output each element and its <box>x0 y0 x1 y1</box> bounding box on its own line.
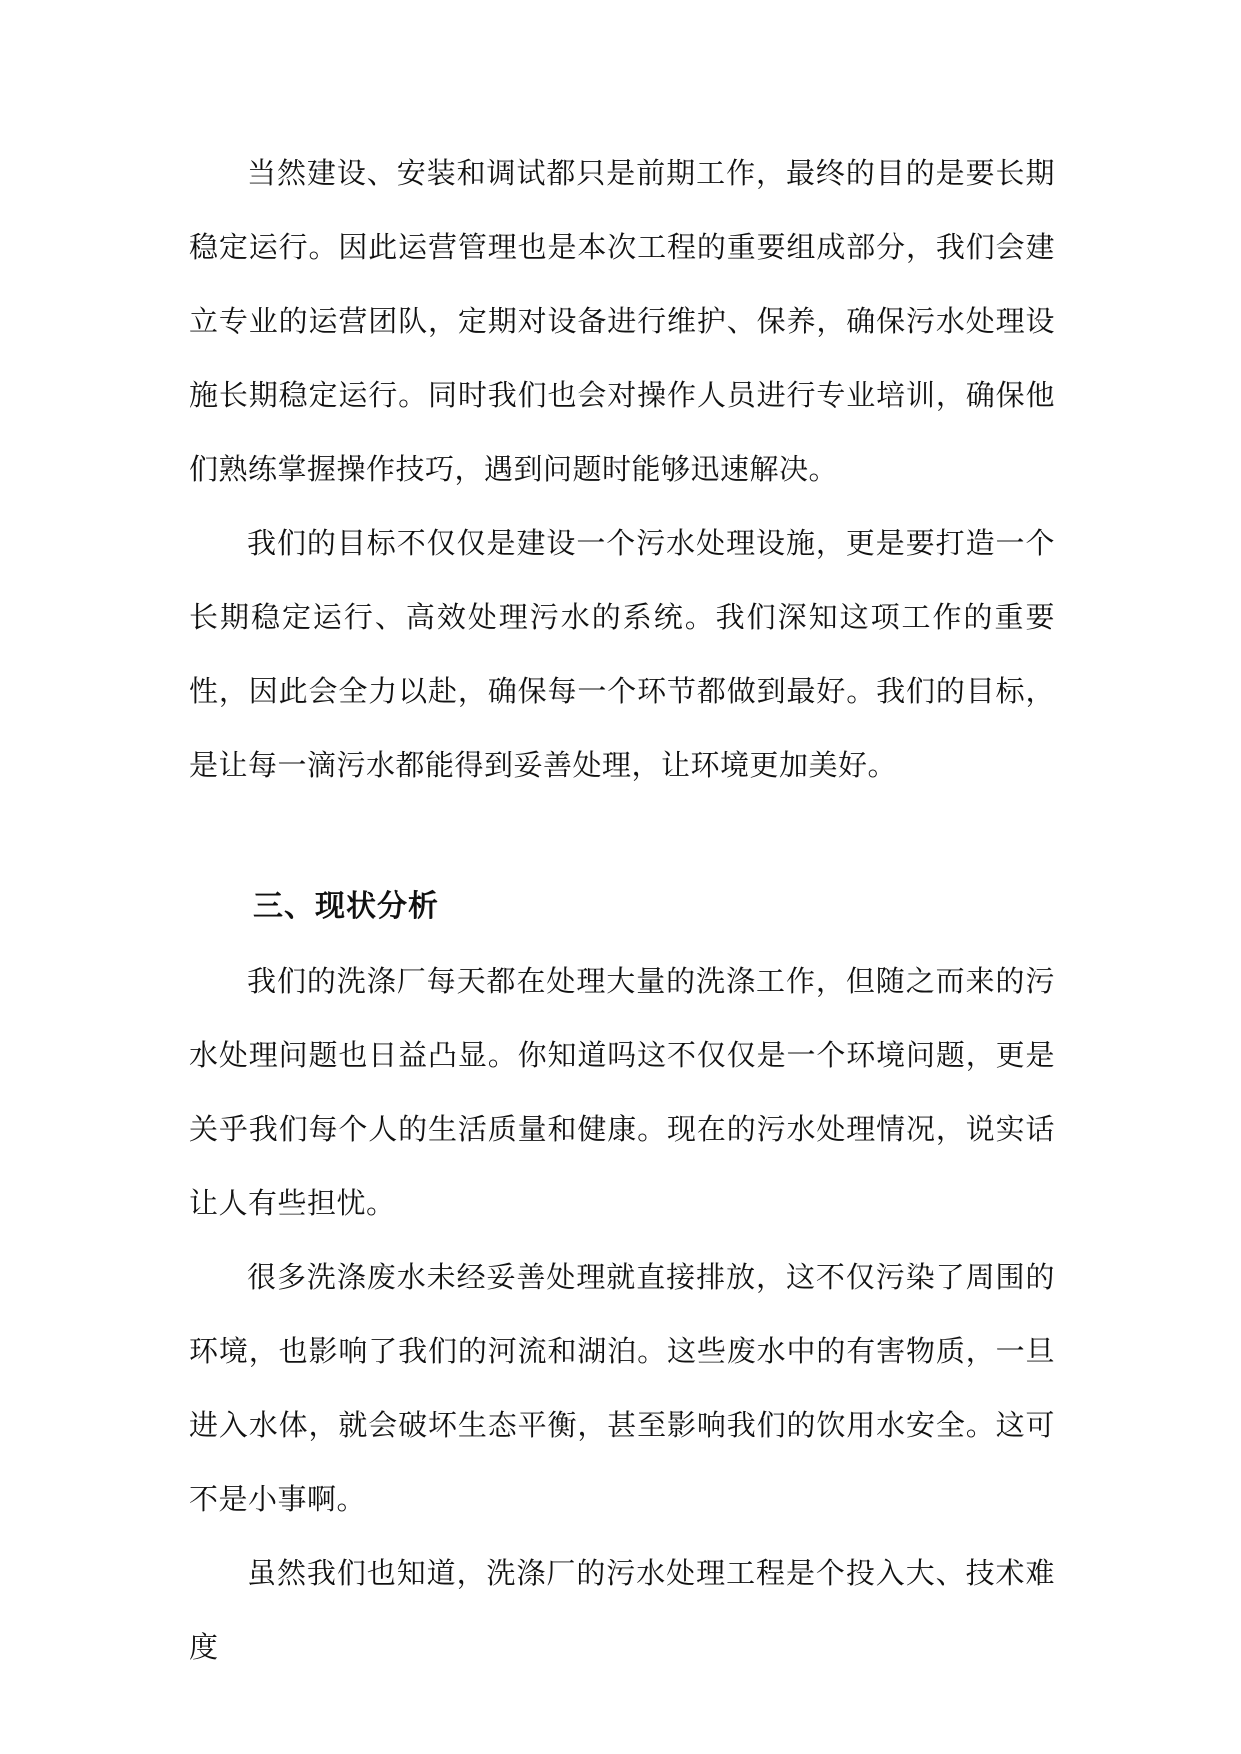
document-page <box>189 136 1055 1684</box>
paragraph-untreated-discharge: 很多洗涤废水未经妥善处理就直接排放，这不仅污染了周围的环境，也影响了我们的河流和湖泊。这些废水中的有害物质，一旦进入水体，就会破坏生态平衡，甚至影响我们的饮用水安全。这可不是小事啊。 <box>189 1260 1055 1516</box>
section-heading-current-status: 三、现状分析 <box>253 889 439 924</box>
paragraph-investment-difficulty: 虽然我们也知道，洗涤厂的污水处理工程是个投入大、技术难度 <box>189 1556 1055 1664</box>
paragraph-laundry-wastewater: 我们的洗涤厂每天都在处理大量的洗涤工作，但随之而来的污水处理问题也日益凸显。你知道吗这不仅仅是一个环境问题，更是关乎我们每个人的生活质量和健康。现在的污水处理情况，说实话让人有些担忧。 <box>189 964 1055 1220</box>
paragraph-operations-management: 当然建设、安装和调试都只是前期工作，最终的目的是要长期稳定运行。因此运营管理也是本次工程的重要组成部分，我们会建立专业的运营团队，定期对设备进行维护、保养，确保污水处理设施长期稳定运行。同时我们也会对操作人员进行专业培训，确保他们熟练掌握操作技巧，遇到问题时能够迅速解决。 <box>189 156 1055 486</box>
paragraph-project-goal: 我们的目标不仅仅是建设一个污水处理设施，更是要打造一个长期稳定运行、高效处理污水的系统。我们深知这项工作的重要性，因此会全力以赴，确保每一个环节都做到最好。我们的目标，是让每一滴污水都能得到妥善处理，让环境更加美好。 <box>189 526 1055 782</box>
